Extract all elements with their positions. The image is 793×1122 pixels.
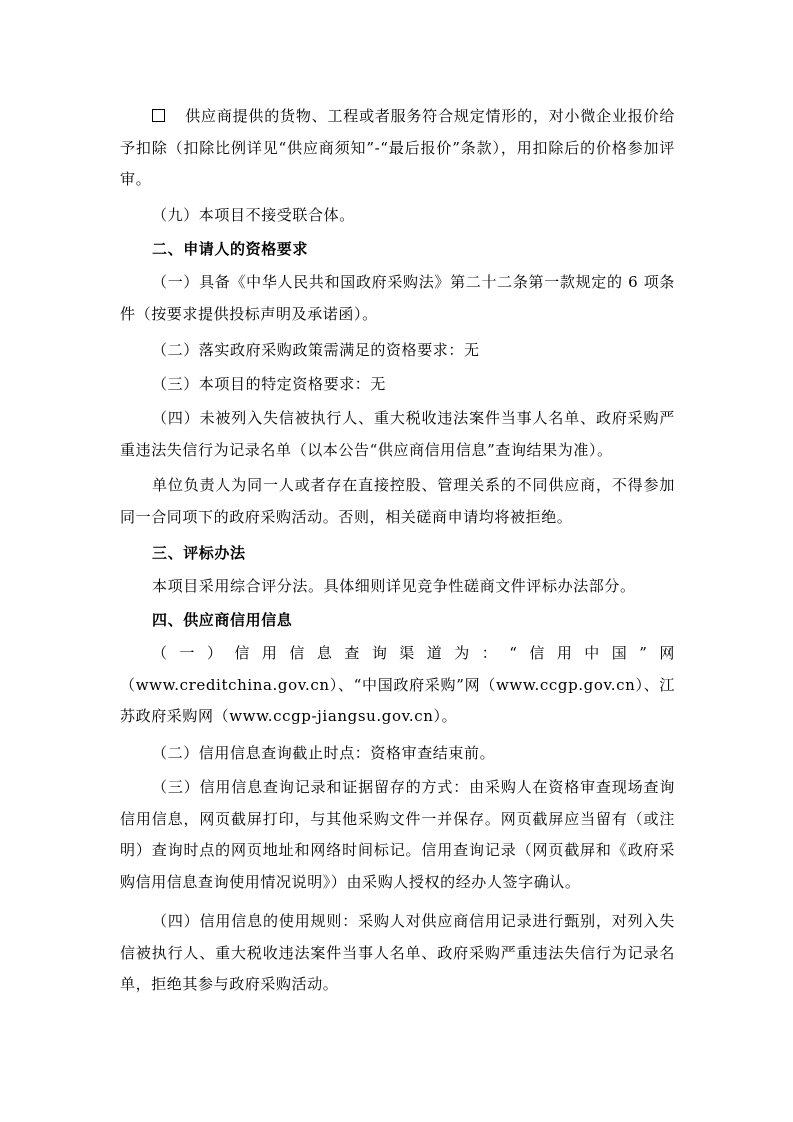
heading-evaluation-method: 三、评标办法 — [152, 544, 246, 562]
heading-applicant-qualifications: 二、申请人的资格要求 — [152, 240, 309, 258]
checkbox-icon[interactable] — [152, 109, 165, 122]
paragraph-small-enterprise-deduction — [120, 101, 675, 196]
paragraph-credit-record-retention: （三）信用信息查询记录和证据留存的方式：由采购人在资格审查现场查询信用信息，网页截屏打印，与其他采购文件一并保存。网页截屏应当留有（或注明）查询时点的网页地址和网络时间标记。信用查询记录（网页截屏和《政府采购信用信息查询使用情况说明》）由采购人授权的经办人签字确认。 — [120, 778, 675, 891]
paragraph-credit-query-deadline: （二）信用信息查询截止时点：资格审查结束前。 — [152, 744, 496, 762]
paragraph-evaluation-method: 本项目采用综合评分法。具体细则详见竞争性磋商文件评标办法部分。 — [152, 577, 636, 595]
paragraph-credit-usage-rules: （四）信用信息的使用规则：采购人对供应商信用记录进行甄别，对列入失信被执行人、重大税收违法案件当事人名单、政府采购严重违法失信行为记录名单，拒绝其参与政府采购活动。 — [120, 912, 675, 993]
paragraph-qualification-3: （三）本项目的特定资格要求：无 — [152, 375, 387, 393]
paragraph-qualification-2: （二）落实政府采购政策需满足的资格要求：无 — [152, 341, 480, 359]
paragraph-qualification-1: （一）具备《中华人民共和国政府采购法》第二十二条第一款规定的 6 项条件（按要求提供投标声明及承诺函）。 — [120, 273, 675, 323]
paragraph-text: 供应商提供的货物、工程或者服务符合规定情形的，对小微企业报价给予扣除（扣除比例详见“供应商须知”-“最后报价”条款），用扣除后的价格参加评审。 — [120, 107, 675, 188]
paragraph-same-responsible-person: 单位负责人为同一人或者存在直接控股、管理关系的不同供应商，不得参加同一合同项下的政府采购活动。否则，相关磋商申请均将被拒绝。 — [120, 476, 675, 526]
paragraph-no-consortium: （九）本项目不接受联合体。 — [152, 206, 355, 224]
paragraph-credit-query-channels: （一）信用信息查询渠道为：“信用中国”网（www.creditchina.gov.cn）、“中国政府采购”网（www.ccgp.gov.cn）、江苏政府采购网（www.ccgp-jiangsu.gov.cn）。 — [120, 644, 675, 725]
paragraph-qualification-4: （四）未被列入失信被执行人、重大税收违法案件当事人名单、政府采购严重违法失信行为记录名单（以本公告“供应商信用信息”查询结果为准）。 — [120, 409, 675, 459]
heading-supplier-credit-info: 四、供应商信用信息 — [152, 611, 293, 629]
